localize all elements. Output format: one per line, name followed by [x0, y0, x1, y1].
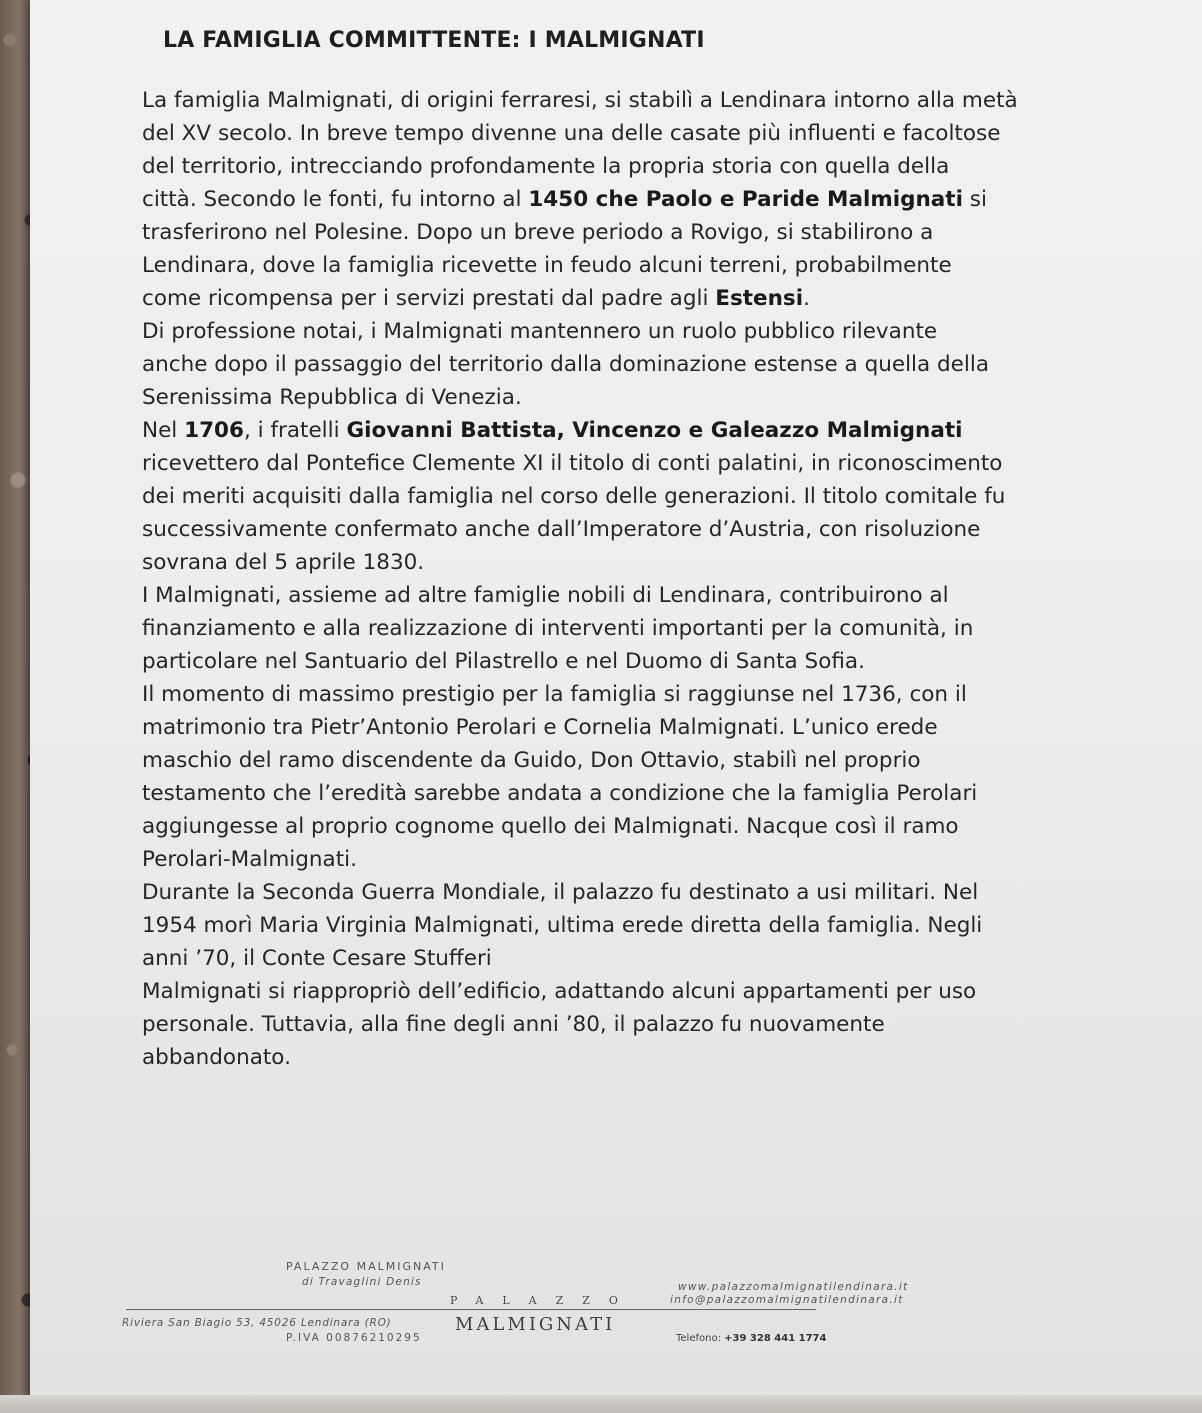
text-run: matrimonio tra Pietr’Antonio Perolari e Cornelia Malmignati. L’unico erede	[142, 715, 938, 740]
text-line	[142, 447, 1182, 480]
text-line	[142, 315, 1182, 348]
text-run: testamento che l’eredità sarebbe andata a condizione che la famiglia Perolari	[142, 781, 978, 806]
text-run: dei meriti acquisiti dalla famiglia nel corso delle generazioni. Il titolo comitale fu	[142, 484, 1006, 509]
text-line	[142, 612, 1182, 645]
text-line	[142, 348, 1182, 381]
text-line	[142, 975, 1182, 1008]
text-line	[142, 744, 1182, 777]
text-line	[142, 1041, 1182, 1074]
body-text	[142, 84, 1182, 1074]
text-run: come ricompensa per i servizi prestati dal padre agli	[142, 286, 716, 311]
text-line	[142, 216, 1182, 249]
footer-divider	[126, 1309, 816, 1310]
text-line	[142, 150, 1182, 183]
text-line	[142, 909, 1182, 942]
text-run: successivamente confermato anche dall’Imperatore d’Austria, con risoluzione	[142, 517, 981, 542]
text-run: maschio del ramo discendente da Guido, Don Ottavio, stabilì nel proprio	[142, 748, 921, 773]
text-line	[142, 777, 1182, 810]
text-line	[142, 117, 1182, 150]
text-run: del XV secolo. In breve tempo divenne una delle casate più influenti e facoltose	[142, 121, 1001, 146]
footer-website: www.palazzomalmignatilendinara.it	[678, 1281, 909, 1293]
footer-phone	[676, 1333, 826, 1344]
footer-vat: P.IVA 00876210295	[286, 1332, 422, 1344]
text-run: aggiungesse al proprio cognome quello dei Malmignati. Nacque così il ramo	[142, 814, 959, 839]
text-run: ricevettero dal Pontefice Clemente XI il titolo di conti palatini, in riconoscimento	[142, 451, 1003, 476]
text-run: finanziamento e alla realizzazione di interventi importanti per la comunità, in	[142, 616, 974, 641]
text-run: Il momento di massimo prestigio per la famiglia si raggiunse nel 1736, con il	[142, 682, 967, 707]
footer-address: Riviera San Biagio 53, 45026 Lendinara (RO)	[122, 1317, 392, 1329]
text-line	[142, 1008, 1182, 1041]
footer-logo-top: PALAZZO	[450, 1294, 637, 1307]
text-line	[142, 282, 1182, 315]
text-line	[142, 381, 1182, 414]
text-line	[142, 546, 1182, 579]
text-run: abbandonato.	[142, 1045, 291, 1070]
text-run: Nel	[142, 418, 185, 443]
text-line	[142, 84, 1182, 117]
text-run: I Malmignati, assieme ad altre famiglie nobili di Lendinara, contribuirono al	[142, 583, 949, 608]
text-line	[142, 876, 1182, 909]
text-line	[142, 711, 1182, 744]
info-panel	[30, 0, 1202, 1395]
text-run: particolare nel Santuario del Pilastrello e nel Duomo di Santa Sofia.	[142, 649, 865, 674]
text-run: personale. Tuttavia, alla fine degli anni ’80, il palazzo fu nuovamente	[142, 1012, 885, 1037]
text-run: trasferirono nel Polesine. Dopo un breve periodo a Rovigo, si stabilirono a	[142, 220, 934, 245]
text-run: anche dopo il passaggio del territorio dalla dominazione estense a quella della	[142, 352, 990, 377]
text-line	[142, 579, 1182, 612]
text-line	[142, 183, 1182, 216]
text-run: città. Secondo le fonti, fu intorno al	[142, 187, 529, 212]
text-run: .	[803, 286, 810, 311]
bold-text: Giovanni Battista, Vincenzo e Galeazzo Malmignati	[346, 418, 963, 443]
footer-email: info@palazzomalmignatilendinara.it	[670, 1294, 904, 1306]
text-line	[142, 942, 1182, 975]
text-run: Serenissima Repubblica di Venezia.	[142, 385, 522, 410]
text-run: sovrana del 5 aprile 1830.	[142, 550, 425, 575]
footer-phone-number: +39 328 441 1774	[724, 1333, 827, 1344]
text-run: Perolari-Malmignati.	[142, 847, 357, 872]
text-run: Durante la Seconda Guerra Mondiale, il palazzo fu destinato a usi militari. Nel	[142, 880, 979, 905]
footer-phone-label: Telefono:	[676, 1333, 721, 1344]
text-run: 1954 morì Maria Virginia Malmignati, ultima erede diretta della famiglia. Negli	[142, 913, 983, 938]
text-line	[142, 249, 1182, 282]
text-line	[142, 810, 1182, 843]
footer-brand: PALAZZO MALMIGNATI	[286, 1260, 446, 1273]
ground-strip	[0, 1395, 1202, 1413]
text-line	[142, 480, 1182, 513]
bold-text: 1450 che Paolo e Paride Malmignati	[528, 187, 963, 212]
text-run: anni ’70, il Conte Cesare Stufferi	[142, 946, 492, 971]
text-line	[142, 843, 1182, 876]
text-run: , i fratelli	[243, 418, 347, 443]
text-run: Lendinara, dove la famiglia ricevette in feudo alcuni terreni, probabilmente	[142, 253, 952, 278]
text-run: si	[962, 187, 987, 212]
text-run: del territorio, intrecciando profondamente la propria storia con quella della	[142, 154, 950, 179]
bold-text: Estensi	[715, 286, 804, 311]
text-run: La famiglia Malmignati, di origini ferraresi, si stabilì a Lendinara intorno alla metà	[142, 88, 1018, 113]
text-run: Di professione notai, i Malmignati mantennero un ruolo pubblico rilevante	[142, 319, 938, 344]
bold-text: 1706	[184, 418, 244, 443]
footer-subtitle: di Travaglini Denis	[302, 1276, 422, 1288]
text-run: Malmignati si riappropriò dell’edificio, adattando alcuni appartamenti per uso	[142, 979, 977, 1004]
panel-title: LA FAMIGLIA COMMITTENTE: I MALMIGNATI	[163, 28, 705, 53]
text-line	[142, 678, 1182, 711]
text-line	[142, 513, 1182, 546]
text-line	[142, 645, 1182, 678]
footer-logo-main: MALMIGNATI	[455, 1314, 616, 1335]
text-line	[142, 414, 1182, 447]
